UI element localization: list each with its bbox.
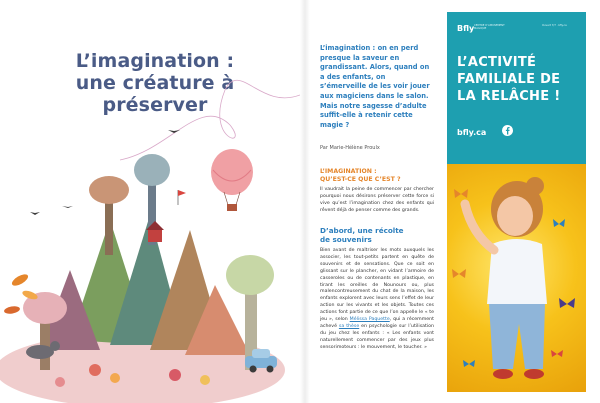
researcher-link[interactable]: Mélissa Paquette <box>349 317 390 323</box>
section-heading-2-line-1: D’abord, une récolte <box>320 226 404 235</box>
title-line-3: préserver <box>102 94 208 116</box>
title-line-1: L’imagination : <box>75 50 235 72</box>
ad-headline-line-2: FAMILIALE DE <box>457 72 561 87</box>
ad-headline <box>457 54 585 105</box>
ad-headline-line-1: L’ACTIVITÉ <box>457 55 537 70</box>
section-heading-1 <box>320 168 432 184</box>
section-body-2-mid: , qui a récemment achevé <box>320 317 434 329</box>
title-line-2: une créature à <box>75 72 235 94</box>
page-gutter <box>300 0 310 403</box>
ad-header-panel <box>447 12 586 164</box>
girl-with-butterflies-photo <box>447 164 586 392</box>
ad-headline-line-3: LA RELÂCHE ! <box>457 89 561 104</box>
hot-air-balloon-icon <box>211 149 253 211</box>
ad-tagline: CENTRE D’AMUSEMENT MAGIQUE <box>474 24 505 31</box>
butterfly-icon <box>559 298 575 308</box>
butterfly-icon <box>553 219 565 227</box>
section-body-2-start: Bien avant de maîtriser les mots auxquels les associer, les tout-petits partent en quête de souvenirs et de sensations. Que ce soit en glissant sur le plancher, en vidant l’armoire de casseroles ou de contenants en plastique, en tirant les oreilles de Nounours ou, plus malencontreusement du chat de la maison, les enfants explorent avec leurs sens l’effet de leur action sur les vivants et les objets. Toutes ces actions font partie de ce que l’on appelle le « te jeu », selon <box>320 248 434 323</box>
ad-brand-logo: Bfly <box>457 24 475 33</box>
section-heading-1-line-1: L’IMAGINATION : <box>320 168 377 175</box>
butterfly-icon <box>452 269 466 278</box>
section-heading-2-line-2: de souvenirs <box>320 235 372 244</box>
butterfly-icon <box>551 350 563 357</box>
bfly-advertisement[interactable] <box>447 12 586 392</box>
section-heading-2 <box>320 226 432 244</box>
butterfly-icon <box>463 360 475 367</box>
section-body-2-end: en psychologie sur l’utilisation du jeu chez les enfants : « Les enfants vont naturellement commencer par des jeux plus sensorimoteurs : le mouvement, le toucher. » <box>320 323 434 350</box>
section-heading-1-line-2: QU’EST-CE QUE C’EST ? <box>320 176 401 183</box>
section-body-1: Il vaudrait la peine de commencer par chercher pourquoi nous désirons préserver cette force si vive qu’est l’imagination chez des enfants qui rêvent déjà de penser comme des grands. <box>320 187 434 213</box>
article-byline: Par Marie-Hélène Proulx <box>320 145 380 151</box>
article-lead: L’imagination : on en perd presque la saveur en grandissant. Alors, quand on a des enfants, on s’émerveille de les voir jouer aux magiciens dans le salon. Mais notre sagesse d’adulte suffit-elle à retenir cette magie ? <box>320 44 430 129</box>
section-body-2 <box>320 248 434 352</box>
ad-website-link[interactable]: bfly.ca <box>457 128 487 137</box>
butterfly-icon <box>454 189 468 198</box>
ad-hours: Ouvert 7/7 · bfly.ca <box>542 24 567 27</box>
thesis-link[interactable]: sa thèse <box>338 323 360 329</box>
facebook-icon[interactable] <box>502 125 513 136</box>
island-illustration <box>0 120 300 403</box>
